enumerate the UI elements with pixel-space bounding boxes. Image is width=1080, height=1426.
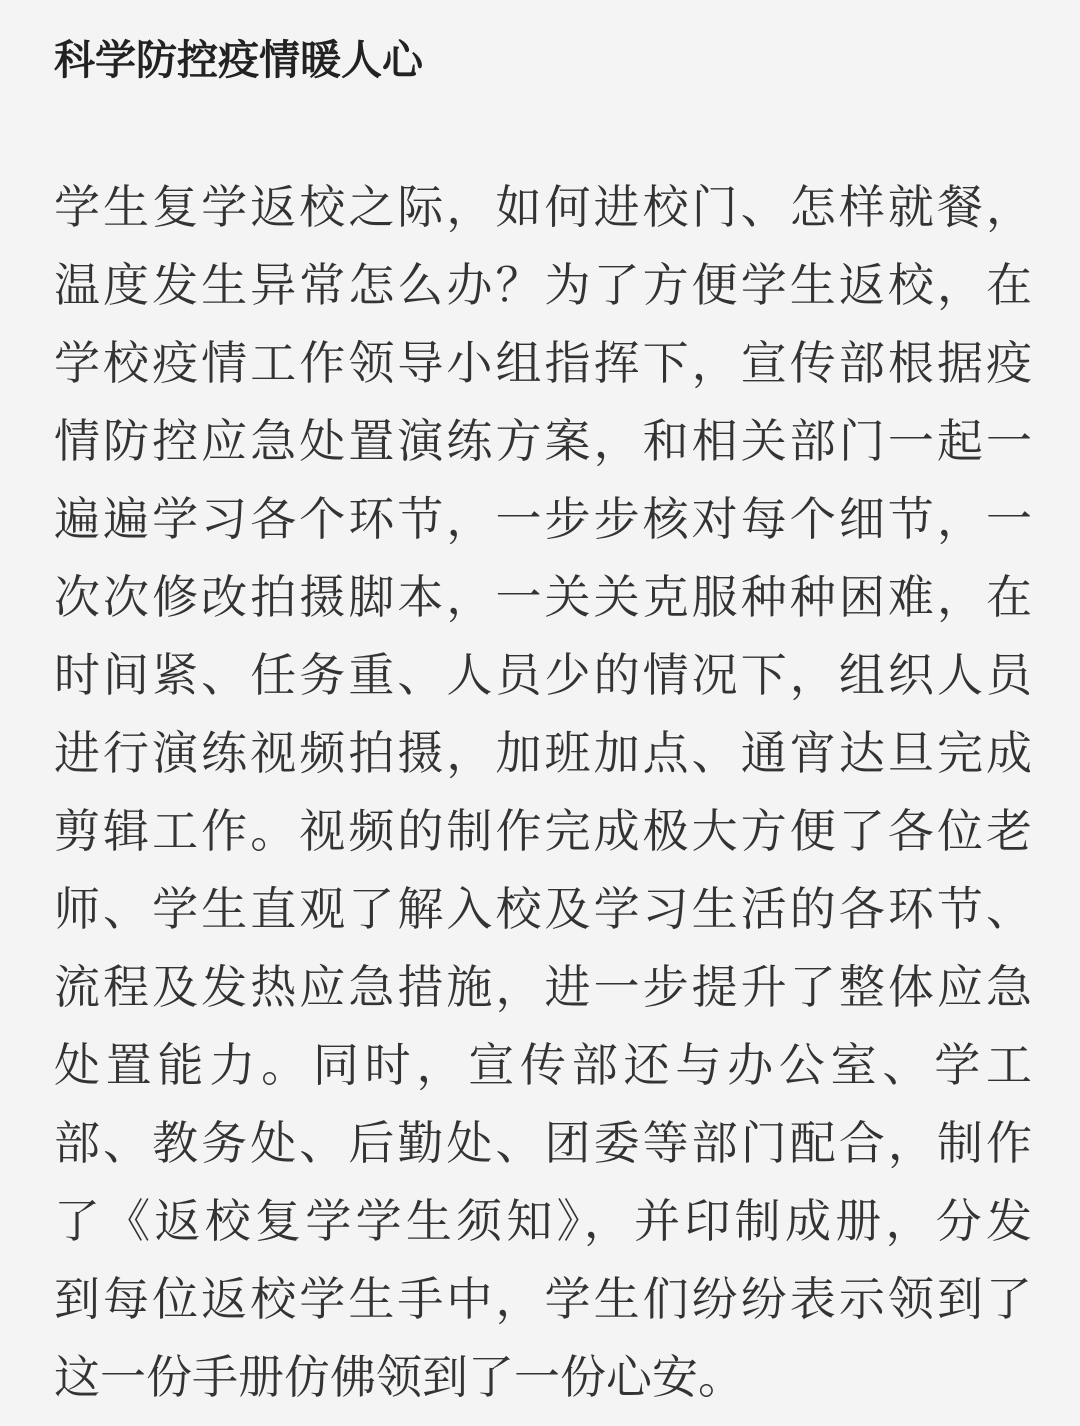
body-line: 次次修改拍摄脚本，一关关克服种种困难，在 [54, 570, 1032, 624]
body-line: 了《返校复学学生须知》，并印制成册，分发 [54, 1194, 1032, 1248]
body-line: 遍遍学习各个环节，一步步核对每个细节，一 [54, 492, 1032, 546]
body-line: 情防控应急处置演练方案，和相关部门一起一 [54, 414, 1032, 468]
article-title: 科学防控疫情暖人心 [54, 36, 423, 84]
body-line: 温度发生异常怎么办？为了方便学生返校，在 [54, 258, 1032, 312]
body-line: 师、学生直观了解入校及学习生活的各环节、 [54, 882, 1032, 936]
body-line: 部、教务处、后勤处、团委等部门配合，制作 [54, 1116, 1032, 1170]
body-line: 学生复学返校之际，如何进校门、怎样就餐， [54, 180, 1032, 234]
body-line: 剪辑工作。视频的制作完成极大方便了各位老 [54, 804, 1032, 858]
body-line: 进行演练视频拍摄，加班加点、通宵达旦完成 [54, 726, 1032, 780]
body-line: 到每位返校学生手中，学生们纷纷表示领到了 [54, 1272, 1032, 1326]
body-line: 这一份手册仿佛领到了一份心安。 [54, 1350, 744, 1404]
body-line: 时间紧、任务重、人员少的情况下，组织人员 [54, 648, 1032, 702]
article-body [54, 168, 1032, 1416]
body-line: 学校疫情工作领导小组指挥下，宣传部根据疫 [54, 336, 1032, 390]
body-line: 处置能力。同时，宣传部还与办公室、学工 [54, 1038, 1032, 1092]
body-line: 流程及发热应急措施，进一步提升了整体应急 [54, 960, 1032, 1014]
